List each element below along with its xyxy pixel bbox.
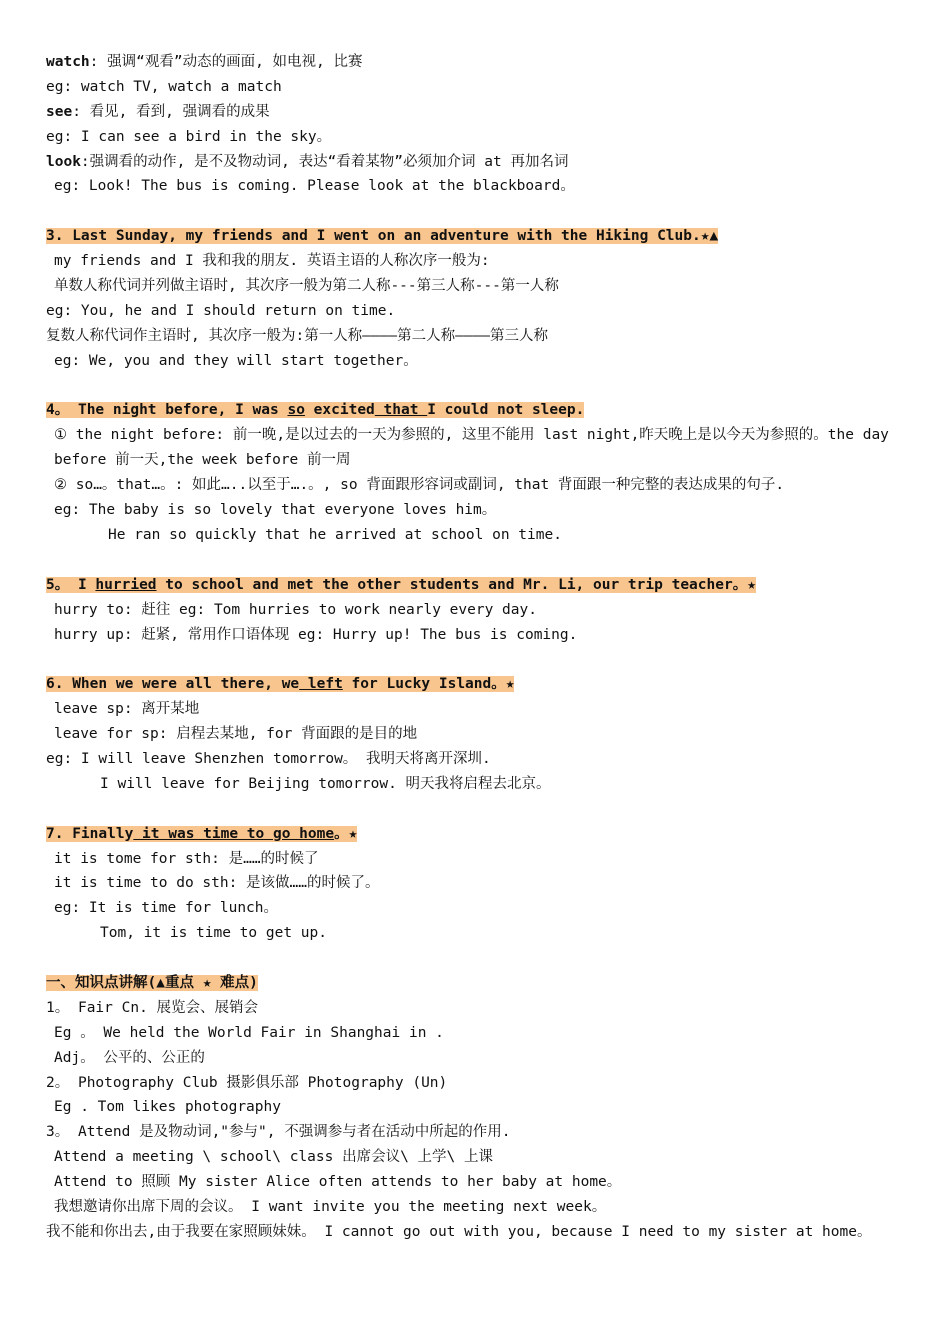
s6-line-4: I will leave for Beijing tomorrow. 明天我将启程去北京。 — [100, 775, 551, 792]
s4-title-part1: 4。 The night before, I was — [46, 402, 288, 419]
s4-title-part3: I could not sleep. — [427, 402, 585, 419]
kp-line-4: 2。 Photography Club 摄影俱乐部 Photography (Un) — [46, 1074, 448, 1091]
section-3-heading — [46, 224, 912, 249]
section-6-heading — [46, 672, 912, 697]
s4-title-so: so — [287, 402, 305, 419]
section-3-title: 3. Last Sunday, my friends and I went on an adventure with the Hiking Club.★▲ — [46, 228, 719, 245]
s5-title-hurried: hurried — [95, 576, 157, 593]
s4-title-that: that — [374, 402, 428, 419]
section-4-title — [46, 402, 584, 418]
s4-line-3: eg: The baby is so lovely that everyone loves him。 — [54, 502, 497, 519]
knowledge-points-title: 一、知识点讲解(▲重点 ★ 难点) — [46, 975, 258, 991]
s4-line-1: ① the night before: 前一晚,是以过去的一天为参照的, 这里不能用 last night,昨天晚上是以今天为参照的。the day before 前一天,the week before 前一周 — [54, 427, 889, 469]
section-6-title — [46, 676, 514, 692]
watch-example: eg: watch TV, watch a match — [46, 78, 282, 95]
kp-line-1: 1。 Fair Cn. 展览会、展销会 — [46, 999, 259, 1016]
look-example: eg: Look! The bus is coming. Please look at the blackboard。 — [54, 178, 575, 195]
section-5-heading — [46, 573, 912, 598]
s5-title-part2: to school and met the other students and Mr. Li, our trip teacher。★ — [156, 576, 756, 593]
term-watch: watch — [46, 54, 90, 70]
kp-line-3: Adj。 公平的、公正的 — [54, 1049, 205, 1066]
s7-line-1: it is tome for sth: 是……的时候了 — [54, 850, 319, 867]
watch-definition — [46, 50, 912, 75]
s6-title-left: left — [299, 676, 343, 693]
s7-title-part2: 。★ — [334, 825, 358, 842]
section-7-heading — [46, 822, 912, 847]
kp-line-8: Attend to 照顾 My sister Alice often attends to her baby at home。 — [54, 1174, 622, 1191]
knowledge-points-heading — [46, 971, 912, 996]
kp-line-5: Eg . Tom likes photography — [54, 1099, 281, 1116]
see-example: eg: I can see a bird in the sky。 — [46, 128, 332, 145]
kp-line-7: Attend a meeting \ school\ class 出席会议\ 上学\ 上课 — [54, 1149, 493, 1166]
term-look: look — [46, 153, 81, 170]
s7-line-3: eg: It is time for lunch。 — [54, 900, 279, 917]
section-4-heading — [46, 398, 912, 423]
s6-line-1: leave sp: 离开某地 — [54, 701, 200, 718]
s7-line-2: it is time to do sth: 是该做……的时候了。 — [54, 875, 380, 892]
kp-line-6: 3。 Attend 是及物动词,"参与", 不强调参与者在活动中所起的作用. — [46, 1124, 511, 1141]
s3-line-4: 复数人称代词作主语时, 其次序一般为:第一人称————第二人称————第三人称 — [46, 327, 549, 344]
kp-line-2: Eg 。 We held the World Fair in Shanghai in . — [54, 1024, 444, 1041]
see-def-text: : 看见, 看到, 强调看的成果 — [72, 103, 270, 120]
s6-title-part2: for Lucky Island。★ — [342, 676, 515, 693]
s3-line-2: 单数人称代词并列做主语时, 其次序一般为第二人称---第三人称---第一人称 — [54, 278, 559, 295]
look-definition — [46, 150, 912, 175]
s7-title-part1: 7. Finally — [46, 825, 134, 842]
s6-line-3: eg: I will leave Shenzhen tomorrow。 我明天将离开深圳. — [46, 750, 491, 767]
s7-title-underlined: it was time to go home — [133, 825, 335, 842]
s4-title-part2: excited — [304, 402, 375, 419]
s6-line-2: leave for sp: 启程去某地, for 背面跟的是目的地 — [54, 726, 418, 743]
s6-title-part1: 6. When we were all there, we — [46, 676, 300, 693]
document-page — [46, 50, 912, 1245]
s4-line-4: He ran so quickly that he arrived at school on time. — [108, 526, 562, 543]
s3-line-5: eg: We, you and they will start together。 — [54, 352, 418, 369]
s3-line-3: eg: You, he and I should return on time. — [46, 302, 396, 319]
section-5-title — [46, 577, 756, 593]
look-def-text: :强调看的动作, 是不及物动词, 表达“看着某物”必须加介词 at 再加名词 — [80, 153, 569, 170]
kp-line-10: 我不能和你出去,由于我要在家照顾妹妹。 I cannot go out with you, because I need to my sister at home。 — [46, 1223, 872, 1240]
s5-title-part1: 5。 I — [46, 576, 96, 593]
s5-line-1: hurry to: 赶往 eg: Tom hurries to work nearly every day. — [54, 601, 537, 618]
s5-line-2: hurry up: 赶紧, 常用作口语体现 eg: Hurry up! The bus is coming. — [54, 626, 578, 643]
kp-line-9: 我想邀请你出席下周的会议。 I want invite you the meeting next week。 — [54, 1199, 607, 1216]
term-see: see — [46, 103, 73, 120]
s4-line-2: ② so…。that…。: 如此…..以至于….。, so 背面跟形容词或副词, that 背面跟一种完整的表达成果的句子. — [54, 477, 785, 494]
section-7-title — [46, 826, 357, 842]
watch-def-text: : 强调“观看”动态的画面, 如电视, 比赛 — [89, 54, 363, 70]
see-definition — [46, 100, 912, 125]
s7-line-4: Tom, it is time to get up. — [100, 925, 327, 942]
s3-line-1: my friends and I 我和我的朋友. 英语主语的人称次序一般为: — [54, 253, 490, 270]
